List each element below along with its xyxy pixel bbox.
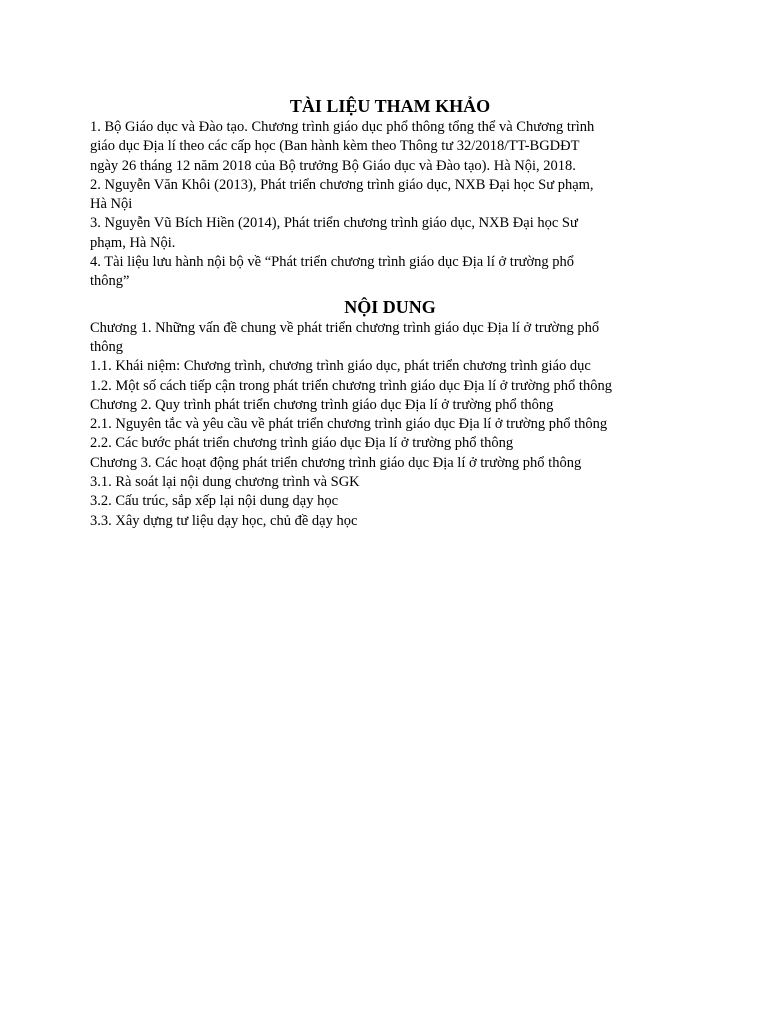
document-content: [90, 92, 690, 531]
contents-line: 3.2. Cấu trúc, sắp xếp lại nội dung dạy học: [90, 493, 339, 510]
contents-line: 1.1. Khái niệm: Chương trình, chương trình giáo dục, phát triển chương trình giáo dục: [90, 358, 591, 375]
references-list: [90, 118, 690, 292]
contents-line: 3.1. Rà soát lại nội dung chương trình và SGK: [90, 474, 360, 491]
contents-line: 2.1. Nguyên tắc và yêu cầu về phát triển chương trình giáo dục Địa lí ở trường phổ thông: [90, 416, 608, 433]
reference-line: ngày 26 tháng 12 năm 2018 của Bộ trưởng Bộ Giáo dục và Đào tạo). Hà Nội, 2018.: [90, 157, 576, 174]
contents-line: Chương 3. Các hoạt động phát triển chương trình giáo dục Địa lí ở trường phổ thông: [90, 454, 582, 471]
reference-line: 1. Bộ Giáo dục và Đào tạo. Chương trình giáo dục phổ thông tổng thể và Chương trình: [90, 119, 595, 135]
contents-list: [90, 319, 690, 531]
reference-line: phạm, Hà Nội.: [90, 234, 176, 251]
reference-line: giáo dục Địa lí theo các cấp học (Ban hành kèm theo Thông tư 32/2018/TT-BGDĐT: [90, 138, 580, 155]
reference-line: 2. Nguyễn Văn Khôi (2013), Phát triển chương trình giáo dục, NXB Đại học Sư phạm,: [90, 176, 594, 193]
reference-line: thông”: [90, 273, 130, 290]
contents-line: 2.2. Các bước phát triển chương trình giáo dục Địa lí ở trường phổ thông: [90, 435, 514, 452]
contents-line: thông: [90, 338, 124, 355]
contents-line: Chương 2. Quy trình phát triển chương trình giáo dục Địa lí ở trường phổ thông: [90, 396, 554, 413]
contents-line: 3.3. Xây dựng tư liệu dạy học, chủ đề dạy học: [90, 512, 358, 529]
reference-line: 3. Nguyễn Vũ Bích Hiền (2014), Phát triển chương trình giáo dục, NXB Đại học Sư: [90, 215, 578, 232]
contents-heading: NỘI DUNG: [344, 296, 436, 317]
contents-line: 1.2. Một số cách tiếp cận trong phát triển chương trình giáo dục Địa lí ở trường phổ thông: [90, 377, 612, 394]
contents-line: Chương 1. Những vấn đề chung về phát triển chương trình giáo dục Địa lí ở trường phổ: [90, 319, 600, 336]
reference-line: Hà Nội: [90, 196, 133, 213]
reference-line: 4. Tài liệu lưu hành nội bộ về “Phát triển chương trình giáo dục Địa lí ở trường phổ: [90, 254, 575, 271]
references-heading: TÀI LIỆU THAM KHẢO: [289, 96, 491, 116]
